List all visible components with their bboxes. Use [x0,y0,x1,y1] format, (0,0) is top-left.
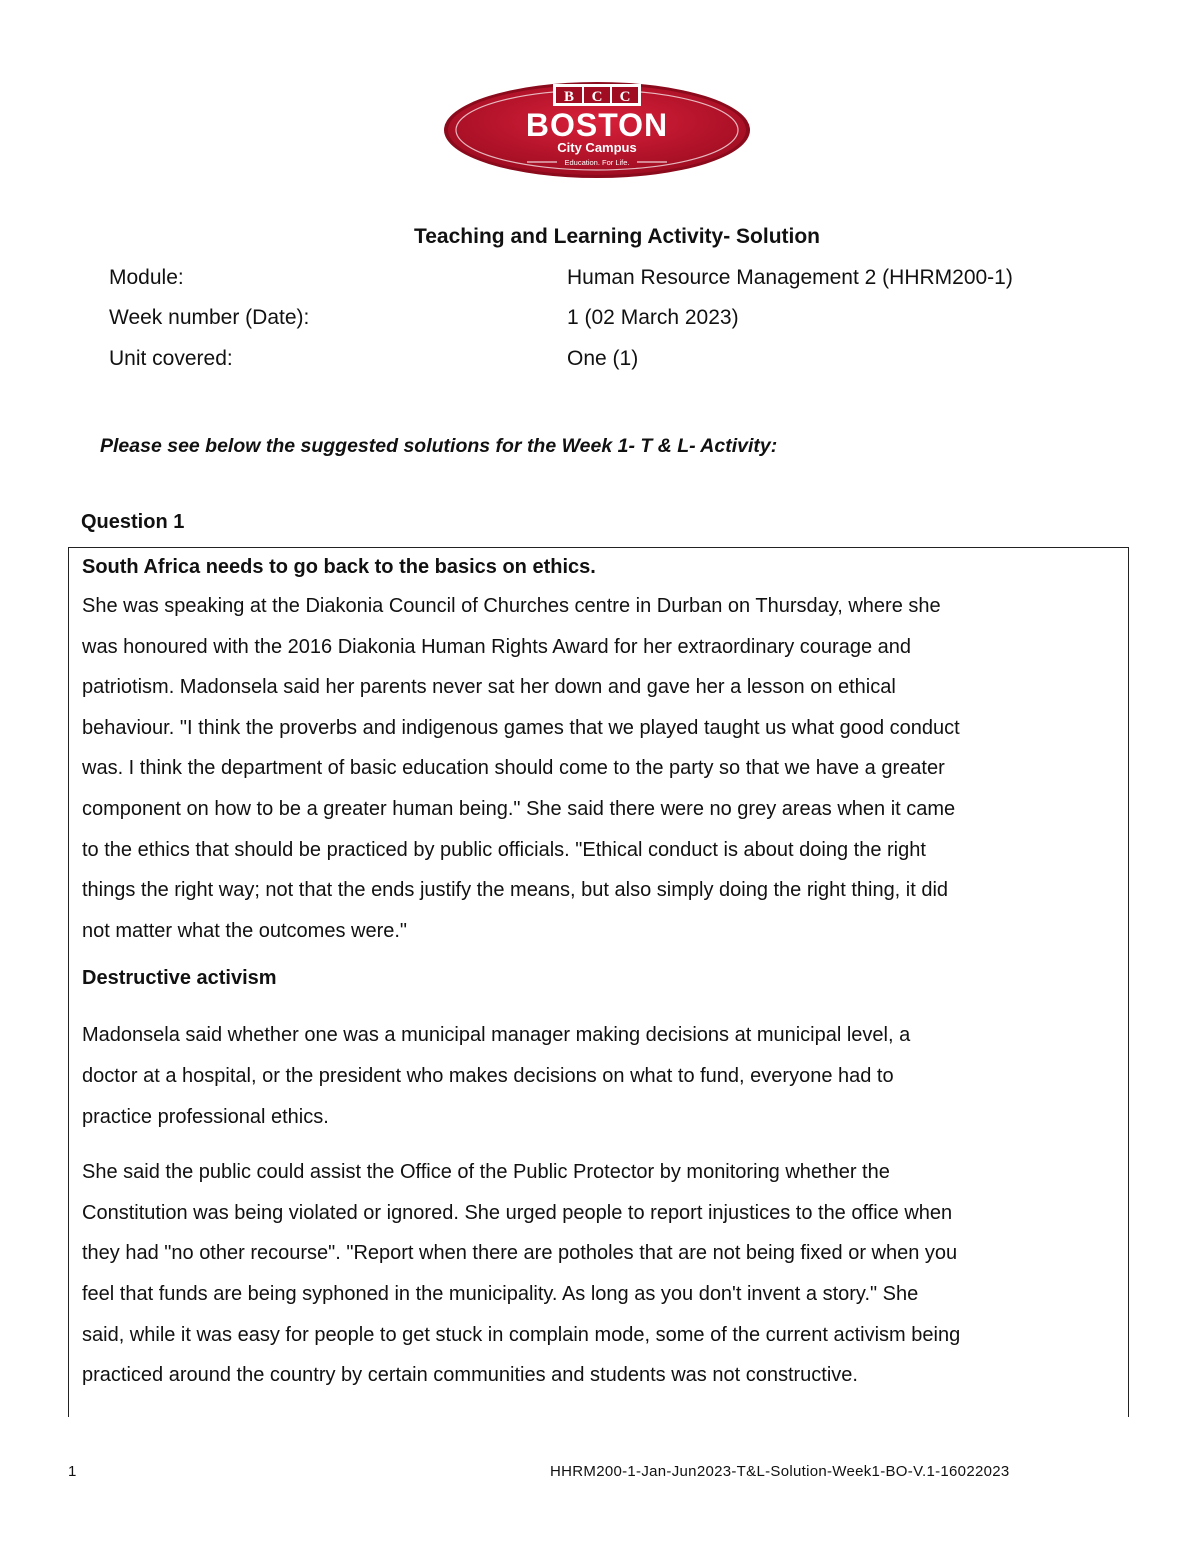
text-line: to the ethics that should be practiced by public officials. "Ethical conduct is about doing the right [82,838,926,861]
text-line: doctor at a hospital, or the president who makes decisions on what to fund, everyone had to [82,1064,894,1087]
document-title: Teaching and Learning Activity- Solution [413,225,821,248]
text-line: feel that funds are being syphoned in the municipality. As long as you don't invent a story." She [82,1282,919,1305]
paragraph-ethics [82,586,1122,951]
module-value: Human Resource Management 2 (HHRM200-1) [567,266,1013,289]
section-heading-activism: Destructive activism [82,967,277,990]
logo-name: BOSTON [525,107,669,143]
unit-label: Unit covered: [109,347,233,370]
page-number: 1 [68,1463,77,1480]
text-line: practice professional ethics. [82,1105,329,1128]
text-line: was. I think the department of basic education should come to the party so that we have a greater [82,757,945,780]
text-line: She said the public could assist the Office of the Public Protector by monitoring whether the [82,1161,890,1184]
boston-city-campus-logo [442,80,752,180]
logo-letter-c2: C [619,89,631,105]
text-line: things the right way; not that the ends justify the means, but also simply doing the right thing, it did [82,879,949,902]
answer-content [82,554,1122,1396]
logo-letter-b: B [563,89,575,105]
text-line: not matter what the outcomes were." [82,919,408,942]
question-heading: Question 1 [81,511,185,533]
text-line: was honoured with the 2016 Diakonia Human Rights Award for her extraordinary courage and [82,635,912,658]
text-line: practiced around the country by certain communities and students was not constructive. [82,1364,858,1387]
document-code: HHRM200-1-Jan-Jun2023-T&L-Solution-Week1-BO-V.1-16022023 [550,1463,1010,1480]
text-line: Madonsela said whether one was a municipal manager making decisions at municipal level, a [82,1024,911,1047]
text-line: said, while it was easy for people to get stuck in complain mode, some of the current activism being [82,1323,961,1346]
text-line: She was speaking at the Diakonia Council of Churches centre in Durban on Thursday, where she [82,595,941,617]
logo-letter-c1: C [591,89,603,105]
text-line: behaviour. "I think the proverbs and indigenous games that we played taught us what good conduct [82,716,960,739]
text-line: Constitution was being violated or ignored. She urged people to report injustices to the office when [82,1201,953,1224]
text-line: they had "no other recourse". "Report when there are potholes that are not being fixed or when you [82,1242,958,1265]
text-line: component on how to be a greater human being." She said there were no grey areas when it came [82,797,956,820]
answer-box [68,547,1129,1417]
logo-tagline: Education. For Life. [564,158,630,167]
module-label: Module: [109,266,184,289]
text-line: patriotism. Madonsela said her parents never sat her down and gave her a lesson on ethical [82,676,896,699]
logo-subtitle: City Campus [557,140,637,155]
unit-value: One (1) [567,347,639,370]
intro-text: Please see below the suggested solutions for the Week 1- T & L- Activity: [100,435,778,457]
week-label: Week number (Date): [109,306,310,329]
paragraph-activism-2 [82,1152,1122,1396]
section-heading-ethics: South Africa needs to go back to the basics on ethics. [82,556,596,578]
week-value: 1 (02 March 2023) [567,306,739,329]
paragraph-activism-1 [82,1015,1122,1137]
